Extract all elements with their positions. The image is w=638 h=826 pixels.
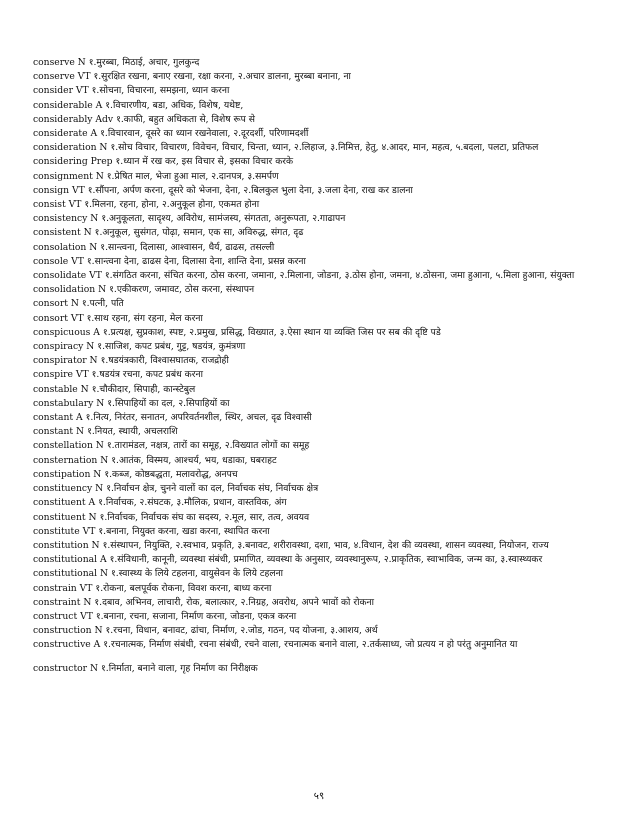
entry-term: conspirator N — [33, 355, 98, 367]
entry-term: consign VT — [33, 184, 85, 196]
entry-considerably-adv — [33, 113, 631, 127]
entry-definition: १.चौकीदार, सिपाही, कान्स्टेबुल — [91, 383, 196, 395]
entry-term: constituency N — [33, 483, 104, 495]
entry-conspiracy-n — [33, 340, 631, 354]
entry-consistency-n — [33, 212, 631, 226]
entry-definition: १.बनाना, नियुक्त करना, खडा करना, स्थापित करना — [98, 525, 270, 537]
entry-definition: १.दबाव, अभिनव, लाचारी, रोक, बलात्कार, २.निग्रह, अवरोध, अपने भावों को रोकना — [94, 596, 375, 608]
entry-considerate-a — [33, 127, 631, 141]
entry-term: constitution N — [33, 539, 100, 551]
entry-constable-n — [33, 383, 631, 397]
entry-term: console VT — [33, 255, 84, 267]
entry-consolation-n — [33, 241, 631, 255]
entry-definition: १.निर्वाचन क्षेत्र, चुनने वालों का दल, निर्वाचक संघ, निर्वाचक क्षेत्र — [106, 483, 319, 495]
entry-definition: १.आतंक, विस्मय, आश्चर्य, भय, धडाका, घबराहट — [111, 454, 277, 466]
entry-term: constructive A — [33, 639, 101, 651]
entry-term: constituent A — [33, 497, 96, 509]
entry-term: constitutional A — [33, 554, 107, 566]
entry-definition: १.अनुकूलता, सादृश्य, अविरोध, सामंजस्य, संगतता, अनुरूपता, २.गाढापन — [101, 213, 346, 225]
entry-term: conserve N — [33, 57, 86, 68]
entry-constabulary-n — [33, 397, 631, 411]
entry-term: consolidate VT — [33, 270, 102, 282]
entry-definition: १.काफी, बहुत अधिकता से, विशेष रूप से — [116, 113, 255, 125]
entry-consistent-n — [33, 226, 631, 240]
entry-constitution-n — [33, 539, 631, 553]
entry-definition: १.अनुकूल, सुसंगत, पोढ़ा, समान, एक सा, अविरुद्ध, संगत, दृढ — [94, 227, 304, 239]
entry-consignment-n — [33, 170, 631, 184]
entry-term: consignment N — [33, 170, 104, 182]
entry-term: considering Prep — [33, 156, 113, 168]
entry-term: construct VT — [33, 610, 93, 622]
entry-constellation-n — [33, 439, 631, 453]
entry-term: consolidation N — [33, 284, 107, 296]
entry-term: consider VT — [33, 85, 89, 97]
entry-term: conspiracy N — [33, 341, 95, 353]
entry-definition: १.सौंपना, अर्पण करना, दूसरे को भेजना, देना, २.बिलकुल भुला देना, ३.जला देना, राख कर डालना — [87, 184, 413, 196]
entry-definition: १.नित्य, निरंतर, सनातन, अपरिवर्तनशील, स्थिर, अचल, दृढ विश्वासी — [85, 412, 312, 424]
entry-consist-vt — [33, 198, 631, 212]
entry-constructor-n — [33, 662, 631, 676]
entry-constant-n — [33, 425, 631, 439]
entry-definition: १.नियत, स्थायी, अचलराशि — [87, 426, 178, 438]
entry-definition: १.रचना, विधान, बनावट, ढांचा, निर्माण, २.जोड, गठन, पद योजना, ३.आशय, अर्थ — [105, 625, 378, 637]
entry-term: consideration N — [33, 142, 108, 154]
entry-definition: १.साजिश, कपट प्रबंध, गुट्ट, षडयंत्र, कुमंत्रणा — [97, 341, 246, 353]
entry-term: consolation N — [33, 241, 98, 253]
dictionary-page — [33, 56, 631, 676]
entry-definition: १.रोकना, बलपूर्वक रोकना, विवश करना, बाध्य करना — [95, 582, 272, 594]
entry-term: consort VT — [33, 312, 84, 324]
entry-conspicuous-a — [33, 326, 631, 340]
entry-definition: १.एकीकरण, जमावट, ठोस करना, संस्थापन — [109, 284, 255, 296]
entry-term: consist VT — [33, 199, 82, 211]
entry-constrain-vt — [33, 582, 631, 596]
entry-consort-vt — [33, 312, 631, 326]
entry-construction-n — [33, 624, 631, 638]
entry-definition: १.मिलना, रहना, होना, २.अनुकूल होना, एकमत होना — [84, 199, 260, 211]
entry-constituent-n — [33, 511, 631, 525]
entry-conserve-vt — [33, 70, 631, 84]
entry-consideration-n — [33, 141, 631, 155]
entry-consort-n — [33, 297, 631, 311]
entry-constraint-n — [33, 596, 631, 610]
entry-term: constitutional N — [33, 568, 109, 580]
entry-definition: १.संस्थापन, नियुक्ति, २.स्वभाव, प्रकृति, ३.बनावट, शरीरावस्था, दशा, भाव, ४.विधान, देश की व्यवस्था, शासन व्यवस्था, नियोजन, राज्य — [102, 539, 549, 551]
entry-definition: १.साथ रहना, संग रहना, मेल करना — [86, 312, 203, 324]
entry-term: constipation N — [33, 468, 102, 480]
entry-term: constable N — [33, 383, 89, 395]
entry-consign-vt — [33, 184, 631, 198]
entry-consolidate-vt — [33, 269, 631, 283]
entry-term: conserve VT — [33, 71, 91, 83]
entry-definition: १.मुरब्बा, मिठाई, अचार, गुलकुन्द — [88, 57, 200, 68]
entry-constitutional-n — [33, 567, 631, 581]
entry-term: constant A — [33, 412, 83, 424]
entry-consternation-n — [33, 454, 631, 468]
entry-term: constitute VT — [33, 525, 96, 537]
entry-definition: १.निर्वाचक, २.संघटक, ३.मौलिक, प्रधान, वास्तविक, अंग — [98, 497, 287, 509]
entry-term: constituent N — [33, 511, 97, 523]
entry-term: consort N — [33, 298, 79, 310]
entry-definition: १.प्रेषित माल, भेजा हुआ माल, २.दानपत्र, ३.समर्पण — [106, 170, 279, 182]
entry-definition: १.रचनात्मक, निर्माण संबंधी, रचना संबंधी, रचने वाला, रचनात्मक बनाने वाला, २.तर्कसाध्य, जो प्रत्यय न हो परंतु अनुमानित या — [103, 639, 518, 651]
entry-definition: १.सान्त्वना, दिलासा, आश्वासन, धैर्य, ढाढस, तसल्ली — [100, 241, 275, 253]
entry-definition: १.स्वास्थ्य के लिये टहलना, वायुसेवन के लिये टहलना — [111, 568, 284, 580]
entry-definition: १.निर्वाचक, निर्वाचक संघ का सदस्य, २.मूल, सार, तत्व, अवयव — [99, 511, 310, 523]
entry-definition: १.सिपाहियों का दल, २.सिपाहियों का — [107, 397, 230, 409]
entry-term: constraint N — [33, 596, 92, 608]
entry-definition: १.विचारणीय, बडा, अधिक, विशेष, यथेष्ट, — [105, 99, 244, 111]
entry-constituent-a — [33, 496, 631, 510]
entry-term: constructor N — [33, 662, 99, 674]
entry-consolidation-n — [33, 283, 631, 297]
entry-definition: १.षडयंत्रकारी, विश्वासघातक, राजद्रोही — [100, 355, 229, 367]
page-number: ५९ — [313, 791, 325, 802]
entry-definition: १.प्रत्यक्ष, सुप्रकाश, स्पष्ट, २.प्रमुख, प्रसिद्ध, विख्यात, ३.ऐसा स्थान या व्यक्ति जिस पर सब की दृष्टि पडे — [102, 326, 441, 338]
entry-term: constant N — [33, 426, 85, 438]
entry-definition: १.सान्त्वना देना, ढाढस देना, दिलासा देना, शान्ति देना, प्रसन्न करना — [86, 255, 306, 267]
entry-term: considerably Adv — [33, 113, 114, 125]
entry-constitute-vt — [33, 525, 631, 539]
entry-definition: १.सुरक्षित रखना, बनाए रखना, रक्षा करना, २.अचार डालना, मुरब्बा बनाना, ना — [93, 71, 351, 83]
entry-conserve-n — [33, 56, 631, 70]
entry-term: consternation N — [33, 454, 109, 466]
entry-term: constrain VT — [33, 582, 93, 594]
entry-term: constellation N — [33, 440, 104, 452]
entry-term: considerate A — [33, 128, 98, 140]
entry-definition: १.कब्ज, कोष्ठबद्धता, मलावरोद्ध, अनपच — [104, 468, 238, 480]
entry-constant-a — [33, 411, 631, 425]
entry-definition: १.ध्यान में रख कर, इस विचार से, इसका विचार करके — [115, 156, 294, 168]
entry-term: constabulary N — [33, 397, 105, 409]
entry-definition: १.सोचना, विचारना, समझना, ध्यान करना — [91, 85, 230, 97]
entry-constitutional-a — [33, 553, 631, 567]
entry-definition: १.तारामंडल, नक्षत्र, तारों का समूह, २.विख्यात लोगों का समूह — [106, 440, 310, 452]
entry-constructive-a — [33, 638, 631, 652]
entry-definition: १.विचारवान, दूसरे का ध्यान रखनेवाला, २.दूरदर्शी, परिणामदर्शी — [100, 128, 309, 140]
entry-term: considerable A — [33, 99, 103, 111]
entry-definition: १.षडयंत्र रचना, कपट प्रबंध करना — [91, 369, 203, 381]
entry-term: consistent N — [33, 227, 92, 239]
entry-construct-vt — [33, 610, 631, 624]
entry-conspirator-n — [33, 354, 631, 368]
entry-definition: १.सोच विचार, विचारण, विवेचन, विचार, चिन्ता, ध्यान, २.लिहाज, ३.निमित्त, हेतु, ४.आदर, मान, महत्व, ५.बदला, पलटा, प्रतिफल — [110, 142, 539, 154]
entry-term: consistency N — [33, 213, 99, 225]
entry-definition: १.संविधानी, कानूनी, व्यवस्था संबंधी, प्रमाणित, व्यवस्था के अनुसार, व्यवस्थानुरूप, २.प्राकृतिक, स्वाभाविक, जन्म का, ३.स्वास्थ्यकर — [109, 554, 543, 566]
entry-definition: १.बनाना, रचना, सजाना, निर्माण करना, जोडना, एकत्र करना — [95, 610, 297, 622]
entry-term: construction N — [33, 625, 103, 637]
entry-constipation-n — [33, 468, 631, 482]
entry-term: conspicuous A — [33, 326, 100, 338]
entry-considerable-a — [33, 99, 631, 113]
entry-definition: १.पत्नी, पति — [81, 298, 124, 310]
entry-considering-prep — [33, 155, 631, 169]
entry-definition: १.निर्माता, बनाने वाला, गृह निर्माण का निरीक्षक — [101, 662, 258, 674]
entry-consider-vt — [33, 84, 631, 98]
entry-term: conspire VT — [33, 369, 89, 381]
entry-console-vt — [33, 255, 631, 269]
entry-conspire-vt — [33, 368, 631, 382]
entry-constituency-n — [33, 482, 631, 496]
entry-definition: १.संगठित करना, संचित करना, ठोस करना, जमाना, २.मिलाना, जोडना, ३.ठोस होना, जमना, ४.ठोसना, जमा हुआना, ५.मिला हुआना, संयुक्ता — [104, 270, 575, 282]
